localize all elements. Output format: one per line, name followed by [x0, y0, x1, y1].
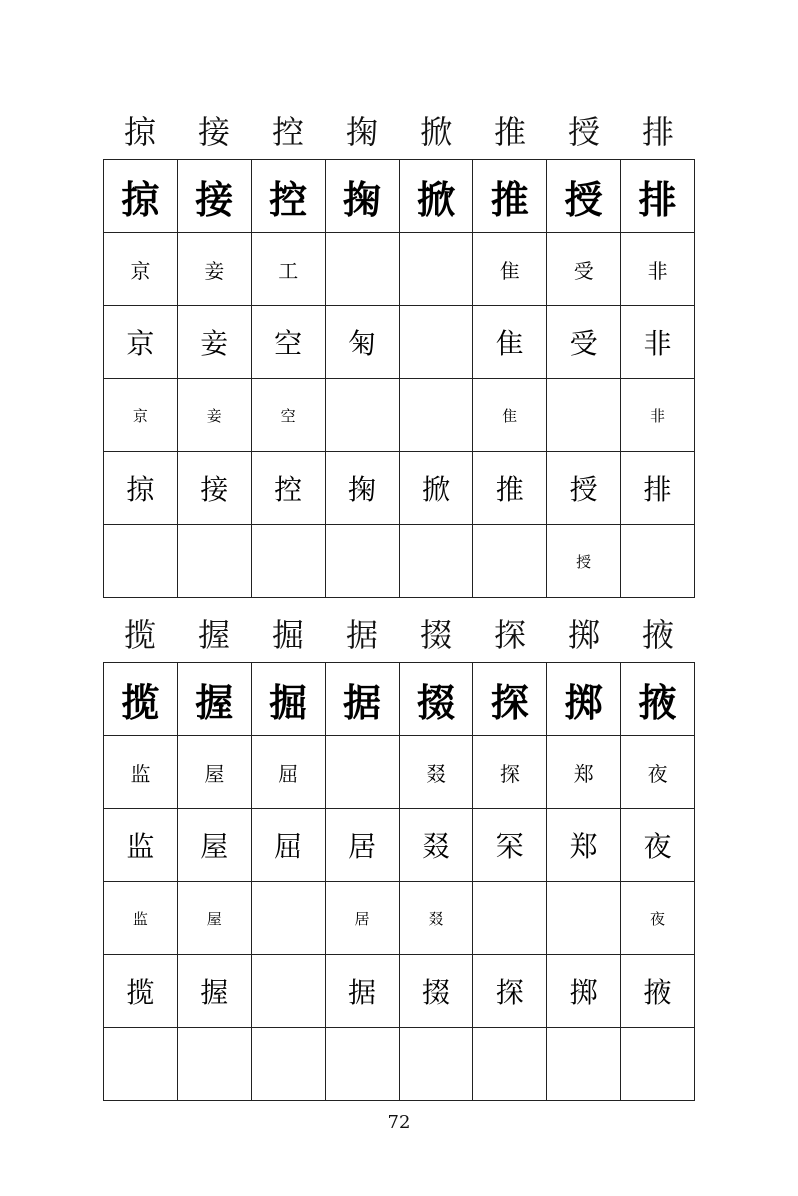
table-row [104, 379, 695, 452]
glyph-cell: 握 [177, 663, 251, 736]
column-header: 掇 [419, 616, 452, 654]
glyph-cell: 匊 [325, 306, 399, 379]
column-header: 控 [271, 113, 304, 151]
glyph-cell: 掬 [325, 452, 399, 525]
glyph-cell [325, 233, 399, 306]
glyph-cell [399, 1028, 473, 1101]
glyph-cell: 京 [104, 379, 178, 452]
glyph-cell: 揽 [104, 663, 178, 736]
column-header: 掀 [419, 113, 452, 151]
glyph-cell [621, 525, 695, 598]
table-row [104, 1028, 695, 1101]
table-row [104, 525, 695, 598]
glyph-cell: 控 [251, 160, 325, 233]
table2-headers [103, 615, 695, 655]
glyph-cell: 探 [473, 663, 547, 736]
table-row [104, 809, 695, 882]
glyph-cell: 掷 [547, 663, 621, 736]
glyph-cell: 控 [251, 452, 325, 525]
glyph-cell: 隹 [473, 306, 547, 379]
glyph-cell: 接 [177, 160, 251, 233]
glyph-cell: 隹 [473, 233, 547, 306]
glyph-cell: 叕 [399, 809, 473, 882]
glyph-cell [177, 1028, 251, 1101]
column-header: 探 [493, 616, 526, 654]
glyph-cell [473, 525, 547, 598]
glyph-cell [325, 1028, 399, 1101]
column-header: 接 [197, 113, 230, 151]
glyph-cell: 掠 [104, 160, 178, 233]
glyph-cell [547, 882, 621, 955]
glyph-cell: 屋 [177, 882, 251, 955]
glyph-cell [251, 1028, 325, 1101]
glyph-cell: 掇 [399, 955, 473, 1028]
table-row [104, 233, 695, 306]
glyph-cell [547, 1028, 621, 1101]
glyph-cell [177, 525, 251, 598]
glyph-cell: 据 [325, 663, 399, 736]
glyph-cell: 掘 [251, 663, 325, 736]
glyph-cell [325, 379, 399, 452]
glyph-cell: 京 [104, 233, 178, 306]
glyph-cell: 掇 [399, 663, 473, 736]
column-header: 据 [345, 616, 378, 654]
glyph-cell: 推 [473, 452, 547, 525]
glyph-cell: 掠 [104, 452, 178, 525]
table-row [104, 736, 695, 809]
glyph-cell: 掖 [621, 663, 695, 736]
glyph-cell: 握 [177, 955, 251, 1028]
glyph-cell [621, 1028, 695, 1101]
glyph-cell: 屈 [251, 736, 325, 809]
glyph-cell: 罙 [473, 809, 547, 882]
glyph-cell: 推 [473, 160, 547, 233]
glyph-cell [251, 882, 325, 955]
column-header: 掖 [641, 616, 674, 654]
glyph-cell: 郑 [547, 736, 621, 809]
column-header: 掬 [345, 113, 378, 151]
glyph-cell: 探 [473, 955, 547, 1028]
glyph-cell [399, 525, 473, 598]
column-header: 握 [197, 616, 230, 654]
glyph-cell: 夜 [621, 809, 695, 882]
table-row [104, 882, 695, 955]
glyph-cell: 叕 [399, 736, 473, 809]
page-number: 72 [387, 1112, 411, 1133]
glyph-cell: 妾 [177, 306, 251, 379]
table1-headers [103, 112, 695, 152]
glyph-cell: 妾 [177, 379, 251, 452]
glyph-cell [251, 955, 325, 1028]
glyph-cell: 夜 [621, 736, 695, 809]
glyph-cell: 空 [251, 306, 325, 379]
glyph-cell [325, 525, 399, 598]
glyph-cell: 接 [177, 452, 251, 525]
table-row [104, 452, 695, 525]
glyph-cell: 掀 [399, 160, 473, 233]
glyph-cell: 探 [473, 736, 547, 809]
table-row [104, 160, 695, 233]
glyph-cell: 受 [547, 306, 621, 379]
column-header: 授 [567, 113, 600, 151]
table2-grid [103, 662, 695, 1101]
glyph-cell: 揽 [104, 955, 178, 1028]
glyph-cell: 屋 [177, 736, 251, 809]
glyph-cell [547, 379, 621, 452]
glyph-cell: 据 [325, 955, 399, 1028]
glyph-cell: 夜 [621, 882, 695, 955]
glyph-cell [399, 379, 473, 452]
glyph-cell: 监 [104, 736, 178, 809]
column-header: 掠 [123, 113, 156, 151]
glyph-cell: 隹 [473, 379, 547, 452]
glyph-cell [104, 525, 178, 598]
glyph-cell: 京 [104, 306, 178, 379]
glyph-cell [399, 306, 473, 379]
glyph-cell [251, 525, 325, 598]
column-header: 推 [493, 113, 526, 151]
column-header: 掘 [271, 616, 304, 654]
glyph-cell: 叕 [399, 882, 473, 955]
glyph-cell: 空 [251, 379, 325, 452]
column-header: 掷 [567, 616, 600, 654]
glyph-cell: 非 [621, 379, 695, 452]
glyph-cell: 授 [547, 525, 621, 598]
glyph-cell: 屋 [177, 809, 251, 882]
glyph-cell: 屈 [251, 809, 325, 882]
glyph-cell: 掖 [621, 955, 695, 1028]
glyph-cell: 居 [325, 809, 399, 882]
glyph-cell [473, 1028, 547, 1101]
glyph-cell: 居 [325, 882, 399, 955]
glyph-cell: 授 [547, 452, 621, 525]
glyph-cell: 监 [104, 882, 178, 955]
glyph-cell: 工 [251, 233, 325, 306]
glyph-cell: 排 [621, 452, 695, 525]
glyph-cell: 排 [621, 160, 695, 233]
glyph-cell: 掀 [399, 452, 473, 525]
glyph-cell [399, 233, 473, 306]
glyph-cell: 非 [621, 306, 695, 379]
glyph-cell [473, 882, 547, 955]
table-row [104, 306, 695, 379]
column-header: 排 [641, 113, 674, 151]
glyph-cell: 监 [104, 809, 178, 882]
glyph-cell: 受 [547, 233, 621, 306]
table-row [104, 955, 695, 1028]
glyph-cell: 郑 [547, 809, 621, 882]
glyph-cell: 掬 [325, 160, 399, 233]
glyph-cell: 妾 [177, 233, 251, 306]
glyph-cell: 非 [621, 233, 695, 306]
table1-grid [103, 159, 695, 598]
column-header: 揽 [123, 616, 156, 654]
glyph-cell: 授 [547, 160, 621, 233]
glyph-cell: 掷 [547, 955, 621, 1028]
glyph-cell [325, 736, 399, 809]
table-row [104, 663, 695, 736]
glyph-cell [104, 1028, 178, 1101]
